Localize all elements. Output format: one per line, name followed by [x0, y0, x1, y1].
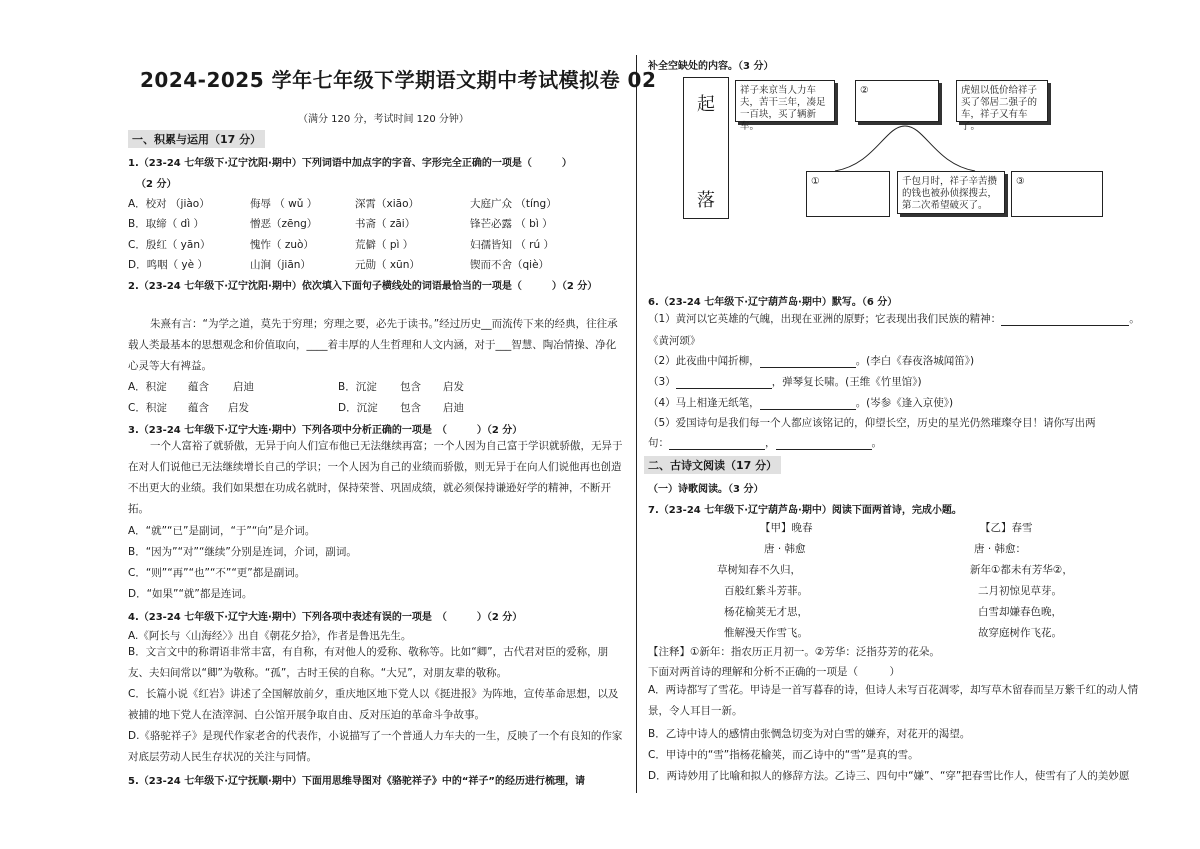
- dictation-2-source: 。(李白《春夜洛城闻笛》): [855, 355, 975, 367]
- dictation-5-end: 。: [871, 437, 882, 449]
- question-5-continued: 补全空缺处的内容。（3 分）: [648, 61, 774, 72]
- option-b[interactable]: B．取缔（ dì ）: [128, 218, 204, 230]
- dictation-3-blank[interactable]: [676, 376, 772, 389]
- option-d[interactable]: D.《骆驼祥子》是现代作家老舍的代表作，小说描写了一个普通人力车夫的一生，反映了一个有良知的作家对底层劳动人民生存状况的关注与同情。: [128, 730, 623, 763]
- dictation-4-prompt: （4）马上相逢无纸笔，: [648, 397, 760, 409]
- poem-b-author: 唐 · 韩愈：: [974, 543, 1027, 555]
- dictation-5-comma: ，: [765, 437, 776, 449]
- dictation-5-prefix: 句：: [648, 437, 669, 449]
- question-6-stem: 6.（23-24 七年级下·辽宁葫芦岛·期中）默写。（6 分）: [648, 297, 898, 308]
- poem-a-line: 杨花榆荚无才思，: [724, 606, 808, 618]
- option-a[interactable]: A．两诗都写了雪花。甲诗是一首写暮春的诗，但诗人未写百花凋零，却写草木留春而呈万紫千红的动人情景，令人耳目一新。: [648, 684, 1139, 717]
- question-1-stem: 1.（23-24 七年级下·辽宁沈阳·期中）下列词语中加点字的字音、字形完全正确的一项是（ ）: [128, 158, 572, 169]
- option-d[interactable]: D．“如果”“就”都是连词。: [128, 588, 253, 600]
- dictation-1-prompt: （1）黄河以它英雄的气魄，出现在亚洲的原野；它表现出我们民族的精神：: [648, 313, 1002, 325]
- dictation-5-prompt: （5）爱国诗句是我们每一个人都应该铭记的，仰望长空，历史的星光仍然璀璨夺目！请你写出两: [648, 417, 1096, 429]
- poem-b-line: 新年①都未有芳华②，: [970, 564, 1073, 576]
- option-d[interactable]: D．沉淀: [338, 402, 378, 414]
- question-7-ask: 下面对两首诗的理解和分析不正确的一项是（ ）: [648, 666, 900, 678]
- poem-a-line: 草树知春不久归，: [717, 564, 801, 576]
- question-3-passage: 一个人富裕了就骄傲，无异于向人们宣布他已无法继续再富；一个人因为自己富于学识就骄傲，无异于在对人们说他已无法继续增长自己的学识；一个人因为自己的业绩而骄傲，则无异于在向人们说他再也创造不出更大的业绩。我们如果想在功成名就时，保持荣誉、巩固成绩，就必须保持谦逊好学的精神，不断开拓。: [128, 440, 623, 515]
- option-d-word: 启迪: [443, 402, 464, 414]
- section-heading-2: 二、古诗文阅读（17 分）: [644, 456, 781, 474]
- dictation-1-blank[interactable]: [1001, 313, 1129, 326]
- option-c-word: 荒僻（ pì ）: [355, 239, 414, 251]
- option-b-word: 包含: [400, 381, 421, 393]
- bell-curve: [830, 124, 980, 174]
- option-c[interactable]: C．积淀: [128, 402, 167, 414]
- option-d[interactable]: D．鸣咽（ yè ）: [128, 259, 208, 271]
- option-c-word: 启发: [228, 402, 249, 414]
- box-top-2-blank[interactable]: ②: [855, 80, 939, 122]
- option-c-word: 蕴含: [188, 402, 209, 414]
- poem-a-line: 百般红紫斗芳菲。: [724, 585, 808, 597]
- question-5-stem: 5.（23-24 七年级下·辽宁抚顺·期中）下面用思维导图对《骆驼祥子》中的“祥子”的经历进行梳理，请: [128, 776, 585, 787]
- question-2-passage: 朱熹有言：“为学之道，莫先于穷理；穷理之要，必先于读书。”经过历史__而流传下来的经典，往往承载人类最基本的思想观念和价值取向，____着丰厚的人生哲理和人文内涵，对于___智慧、陶冶情操、净化心灵等大有裨益。: [128, 318, 618, 372]
- question-2-stem: 2.（23-24 七年级下·辽宁沈阳·期中）依次填入下面句子横线处的词语最恰当的一项是（ ）（2 分）: [128, 281, 598, 292]
- option-c-word: 愧怍（ zuò）: [250, 239, 314, 251]
- option-a[interactable]: A．校对 （jiào）: [128, 198, 210, 210]
- option-d[interactable]: D．两诗妙用了比喻和拟人的修辞方法。乙诗三、四句中“嫌”、“穿”把春雪比作人，使雪有了人的美妙愿: [648, 770, 1130, 782]
- poem-b-line: 二月初惊见草芽。: [978, 585, 1062, 597]
- dictation-3-prompt: （3）: [648, 376, 676, 388]
- dictation-2-blank[interactable]: [760, 355, 856, 368]
- option-b-word: 憎恶（zēng）: [250, 218, 318, 230]
- option-a[interactable]: A.《阿长与〈山海经〉》出自《朝花夕拾》，作者是鲁迅先生。: [128, 630, 412, 642]
- option-a-word: 大庭广众 （tíng）: [470, 198, 557, 210]
- dictation-3-source: ，弹琴复长啸。(王维《竹里馆》): [771, 376, 922, 388]
- option-a-word: 深霄（xiāo）: [355, 198, 419, 210]
- question-3-stem: 3.（23-24 七年级下·辽宁大连·期中）下列各项中分析正确的一项是 （ ）（2 分）: [128, 425, 523, 436]
- option-b-word: 书斋（ zāi）: [355, 218, 416, 230]
- option-a-word: 启迪: [233, 381, 254, 393]
- dictation-1-source: 《黄河颂》: [648, 335, 701, 347]
- poem-b-title: 【乙】春雪: [980, 522, 1033, 534]
- option-a-word: 侮辱 （ wǔ ）: [250, 198, 318, 210]
- exam-info: （满分 120 分，考试时间 120 分钟）: [298, 114, 469, 125]
- poem-a-title: 【甲】晚春: [760, 522, 813, 534]
- option-b-word: 启发: [443, 381, 464, 393]
- dictation-5-blank-2[interactable]: [776, 437, 872, 450]
- question-4-stem: 4.（23-24 七年级下·辽宁大连·期中）下列各项中表述有误的一项是 （ ）（2 分）: [128, 612, 523, 623]
- question-7-stem: 7.（23-24 七年级下·辽宁葫芦岛·期中）阅读下面两首诗，完成小题。: [648, 505, 962, 516]
- dictation-5-blank-1[interactable]: [669, 437, 765, 450]
- poem-b-line: 白雪却嫌春色晚，: [978, 606, 1062, 618]
- box-top-1: 祥子来京当人力车夫，苦干三年，凑足一百块，买了辆新车。: [735, 80, 835, 122]
- option-d-word: 山涧（jiān）: [250, 259, 311, 271]
- box-bottom-2: 千包月时，祥子辛苦攒的钱也被孙侦探搜去，第二次希望破灭了。: [897, 171, 1005, 214]
- option-d-word: 锲而不舍（qiè）: [470, 259, 550, 271]
- option-c[interactable]: C．长篇小说《红岩》讲述了全国解放前夕，重庆地区地下党人以《挺进报》为阵地，宣传革命思想，以及被捕的地下党人在渣滓洞、白公馆开展争取自由、反对压迫的革命斗争故事。: [128, 688, 619, 721]
- option-c[interactable]: C．殷红（ yān）: [128, 239, 211, 251]
- fall-label: 落: [697, 190, 715, 211]
- poem-notes: 【注释】①新年：指农历正月初一。②芳华：泛指芬芳的花朵。: [648, 646, 940, 658]
- option-a[interactable]: A．“就”“已”是副词，“于”“向”是介词。: [128, 525, 316, 537]
- page-title: 2024-2025 学年七年级下学期语文期中考试模拟卷 02: [140, 68, 657, 92]
- box-bottom-3-blank[interactable]: ③: [1011, 171, 1103, 217]
- option-b[interactable]: B．文言文中的称谓语非常丰富，有自称，有对他人的爱称、敬称等。比如“卿”，古代君对臣的爱称，朋友、夫妇间常以“卿”为敬称。“孤”，古时王侯的自称。“大兄”，对朋友辈的敬称。: [128, 646, 609, 679]
- option-c[interactable]: C．“则”“再”“也”“不”“更”都是副词。: [128, 567, 306, 579]
- dictation-2-prompt: （2）此夜曲中闻折柳，: [648, 355, 760, 367]
- subsection-heading: （一）诗歌阅读。（3 分）: [648, 484, 764, 495]
- option-a-word: 蕴含: [188, 381, 209, 393]
- option-b[interactable]: B．乙诗中诗人的感情由张惆急切变为对白雪的嫌弃，对花开的渴望。: [648, 728, 971, 740]
- option-d-word: 包含: [400, 402, 421, 414]
- dictation-4-source: 。(岑参《逢入京使》): [855, 397, 954, 409]
- poem-b-line: 故穿庭树作飞花。: [978, 627, 1062, 639]
- column-divider: [636, 55, 637, 793]
- option-c[interactable]: C．甲诗中的“雪”指杨花榆荚，而乙诗中的“雪”是真的雪。: [648, 749, 919, 761]
- poem-a-author: 唐 · 韩愈: [764, 543, 806, 555]
- poem-a-line: 惟解漫天作雪飞。: [724, 627, 808, 639]
- option-c-word: 妇孺皆知 （ rú ）: [470, 239, 554, 251]
- option-b[interactable]: B．“因为”“对”“继续”分别是连词，介词，副词。: [128, 546, 357, 558]
- section-heading-1: 一、积累与运用（17 分）: [128, 130, 265, 148]
- question-1-score: （2 分）: [136, 179, 177, 190]
- option-b[interactable]: B．沉淀: [338, 381, 377, 393]
- option-a[interactable]: A．积淀: [128, 381, 167, 393]
- box-top-3: 虎妞以低价给祥子买了邻居二强子的车，祥子又有车了。: [956, 80, 1048, 122]
- rise-label: 起: [697, 94, 715, 115]
- box-bottom-1-blank[interactable]: ①: [806, 171, 890, 217]
- option-b-word: 锋芒必露 （ bì ）: [470, 218, 553, 230]
- dictation-4-blank[interactable]: [760, 397, 856, 410]
- option-d-word: 元勋（ xūn）: [355, 259, 420, 271]
